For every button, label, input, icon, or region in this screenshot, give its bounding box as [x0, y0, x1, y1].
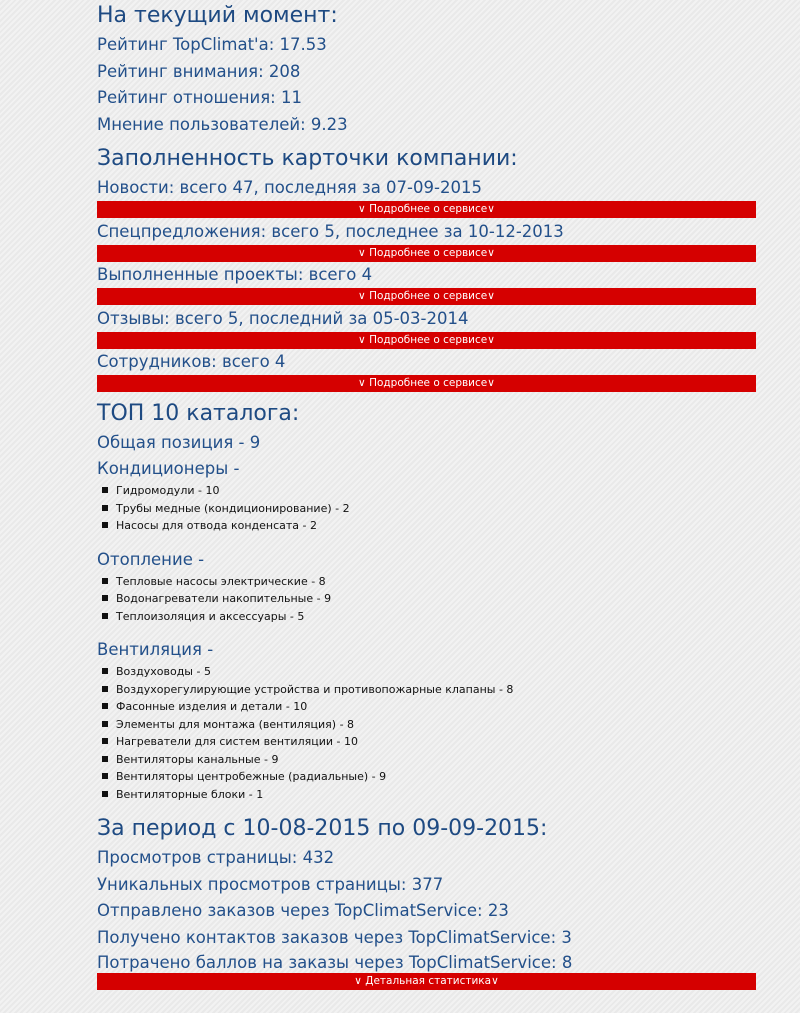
contacts-received: Получено контактов заказов через TopClimatService: 3 — [97, 927, 572, 947]
catalog-item: Тепловые насосы электрические - 8 — [102, 573, 756, 591]
catalog-item: Трубы медные (кондиционирование) - 2 — [102, 500, 756, 518]
card-item: Спецпредложения: всего 5, последнее за 10-12-2013 — [97, 221, 564, 241]
catalog-list — [97, 663, 756, 803]
overall-position: Общая позиция - 9 — [97, 433, 261, 452]
card-item: Сотрудников: всего 4 — [97, 352, 286, 371]
catalog-list — [97, 573, 756, 626]
catalog-group-title: Вентиляция - — [97, 640, 214, 659]
period-title: За период с 10-08-2015 по 09-09-2015: — [97, 816, 548, 841]
catalog-item: Вентиляторы центробежные (радиальные) - 9 — [102, 768, 756, 786]
unique-views: Уникальных просмотров страницы: 377 — [97, 874, 444, 894]
catalog-item: Теплоизоляция и аксессуары - 5 — [102, 608, 756, 626]
rating-attention: Рейтинг внимания: 208 — [97, 61, 301, 81]
detailed-stats-button[interactable]: ∨ Детальная статистика∨ — [97, 973, 756, 990]
page-views: Просмотров страницы: 432 — [97, 848, 335, 867]
more-about-service-button[interactable]: ∨ Подробнее о сервисе∨ — [97, 245, 756, 262]
catalog-item: Элементы для монтажа (вентиляция) - 8 — [102, 716, 756, 734]
current-title: На текущий момент: — [97, 3, 338, 28]
orders-sent: Отправлено заказов через TopClimatService: 23 — [97, 901, 509, 920]
top-title: ТОП 10 каталога: — [97, 401, 300, 426]
card-item: Новости: всего 47, последняя за 07-09-2015 — [97, 178, 482, 197]
more-about-service-button[interactable]: ∨ Подробнее о сервисе∨ — [97, 332, 756, 349]
catalog-list — [97, 482, 756, 535]
user-opinion: Мнение пользователей: 9.23 — [97, 114, 348, 134]
rating-topclimat: Рейтинг TopClimat'a: 17.53 — [97, 35, 327, 54]
catalog-item: Насосы для отвода конденсата - 2 — [102, 517, 756, 535]
card-title: Заполненность карточки компании: — [97, 146, 518, 171]
catalog-group-title: Отопление - — [97, 549, 205, 569]
catalog-item: Водонагреватели накопительные - 9 — [102, 590, 756, 608]
more-about-service-button[interactable]: ∨ Подробнее о сервисе∨ — [97, 201, 756, 218]
catalog-item: Воздухорегулирующие устройства и противопожарные клапаны - 8 — [102, 681, 756, 699]
catalog-item: Воздуховоды - 5 — [102, 663, 756, 681]
catalog-item: Фасонные изделия и детали - 10 — [102, 698, 756, 716]
card-item: Выполненные проекты: всего 4 — [97, 265, 373, 284]
catalog-item: Гидромодули - 10 — [102, 482, 756, 500]
catalog-group-title: Кондиционеры - — [97, 459, 240, 478]
stats-panel — [97, 0, 756, 991]
more-about-service-button[interactable]: ∨ Подробнее о сервисе∨ — [97, 375, 756, 392]
catalog-item: Вентиляторные блоки - 1 — [102, 786, 756, 804]
card-item: Отзывы: всего 5, последний за 05-03-2014 — [97, 308, 469, 328]
catalog-item: Вентиляторы канальные - 9 — [102, 751, 756, 769]
points-spent: Потрачено баллов на заказы через TopClimatService: 8 — [97, 953, 573, 972]
catalog-item: Нагреватели для систем вентиляции - 10 — [102, 733, 756, 751]
more-about-service-button[interactable]: ∨ Подробнее о сервисе∨ — [97, 288, 756, 305]
rating-attitude: Рейтинг отношения: 11 — [97, 88, 302, 107]
